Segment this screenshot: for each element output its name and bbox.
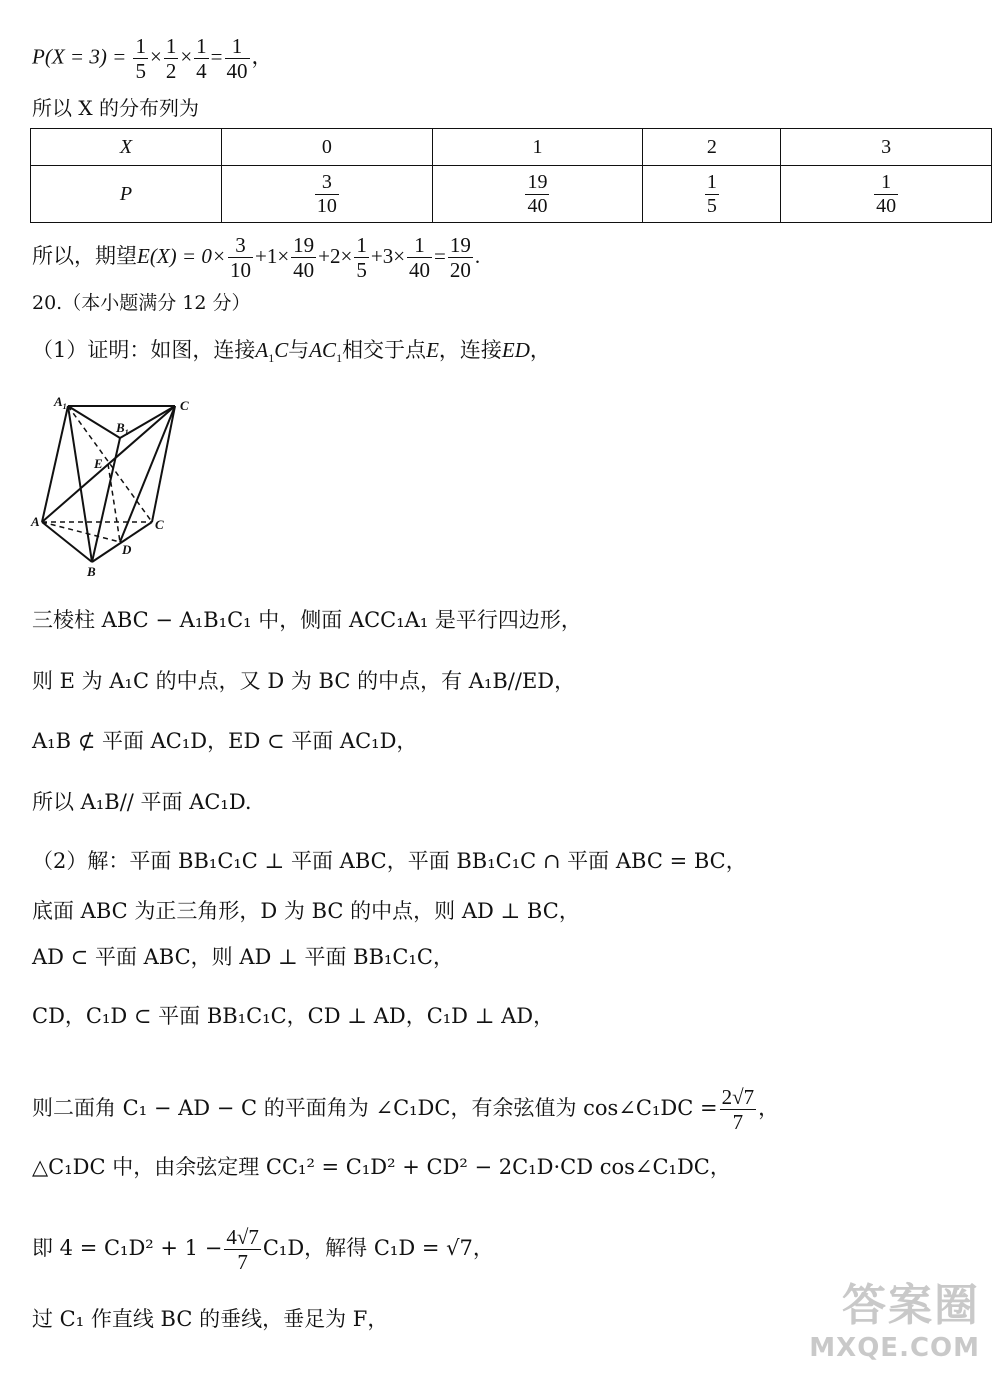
- denominator: 40: [226, 59, 248, 84]
- point-e: E: [426, 338, 439, 362]
- p3-lhs: P(X = 3) =: [32, 44, 127, 69]
- part2-line-5: [32, 1085, 779, 1134]
- numerator: 19: [449, 233, 471, 257]
- fraction: [525, 171, 549, 218]
- proof-line-1: 三棱柱 ABC − A₁B₁C₁ 中，侧面 ACC₁A₁ 是平行四边形，: [32, 608, 582, 632]
- table-header-x: X: [31, 129, 222, 166]
- punctuation: .: [474, 244, 481, 269]
- segment-ac1: $AC_1$: [309, 338, 343, 366]
- distribution-intro: 所以 X 的分布列为: [32, 96, 199, 120]
- numerator: 1: [165, 34, 177, 58]
- part1-text: （1）证明：如图，连接: [32, 338, 256, 362]
- denominator: 5: [706, 194, 717, 217]
- denominator: 2: [165, 59, 177, 84]
- prism-figure: [28, 392, 208, 582]
- operator: +1×: [254, 244, 290, 269]
- numerator: 19: [293, 233, 315, 257]
- part1-text: ，: [529, 338, 551, 362]
- part1-text: ，连接: [438, 338, 502, 362]
- denominator: 10: [229, 258, 251, 283]
- part2-line-2: 底面 ABC 为正三角形，D 为 BC 的中点，则 AD ⊥ BC，: [32, 899, 580, 923]
- numerator: 1: [706, 170, 717, 193]
- table-cell: [222, 166, 433, 223]
- equation-text: 即 4 = C₁D² + 1 −: [32, 1236, 223, 1261]
- label-c: C: [155, 517, 164, 532]
- operator: +3×: [370, 244, 406, 269]
- table-header-p: P: [31, 166, 222, 223]
- numerator: 3: [315, 171, 339, 195]
- numerator: 1: [196, 34, 207, 58]
- fraction: [448, 233, 473, 282]
- denominator: 40: [527, 194, 548, 217]
- punctuation: ，: [758, 1096, 780, 1121]
- part2-line-3: AD ⊂ 平面 ABC，则 AD ⊥ 平面 BB₁C₁C，: [32, 945, 454, 969]
- part1-text: 与: [288, 338, 310, 362]
- part1-text: 相交于点: [342, 338, 427, 362]
- part2-line-4: CD，C₁D ⊂ 平面 BB₁C₁C，CD ⊥ AD，C₁D ⊥ AD，: [32, 1004, 555, 1028]
- part2-line-7: [32, 1225, 494, 1274]
- dihedral-text: 则二面角 C₁ − AD − C 的平面角为 ∠C₁DC，有余弦值为 cos∠C₁DC =: [32, 1096, 718, 1121]
- fraction: [133, 34, 148, 83]
- fraction: [224, 1225, 261, 1274]
- denominator: 7: [732, 1110, 744, 1135]
- fraction: [194, 34, 209, 83]
- numerator: 19: [527, 170, 548, 193]
- segment-ed: ED: [501, 338, 530, 362]
- proof-line-3: A₁B ⊄ 平面 AC₁D，ED ⊂ 平面 AC₁D，: [32, 729, 418, 753]
- fraction: [164, 34, 179, 83]
- part1-intro: [32, 340, 551, 364]
- label-e: E: [94, 456, 103, 471]
- fraction: [291, 233, 316, 282]
- label-b1: $B_1$: [116, 420, 129, 437]
- table-row: [31, 129, 992, 166]
- denominator: 20: [449, 258, 471, 283]
- label-d: D: [122, 542, 132, 557]
- table-cell: [432, 166, 643, 223]
- distribution-table: [30, 128, 992, 223]
- part2-line-6: △C₁DC 中，由余弦定理 CC₁² = C₁D² + CD² − 2C₁D·CD cos∠C₁DC，: [32, 1155, 731, 1179]
- proof-line-2: 则 E 为 A₁C 的中点，又 D 为 BC 的中点，有 A₁B//ED，: [32, 669, 576, 693]
- numerator: 3: [228, 233, 253, 258]
- table-cell: 1: [432, 129, 643, 166]
- label-a: A: [31, 514, 40, 529]
- question-20-header: 20.（本小题满分 12 分）: [32, 292, 251, 314]
- numerator: 1: [874, 171, 898, 195]
- label-a1: $A_1$: [54, 394, 67, 411]
- denominator: 10: [316, 194, 337, 217]
- numerator: 4√7: [226, 1225, 259, 1249]
- table-cell: [643, 166, 781, 223]
- label-b: B: [87, 564, 96, 579]
- part2-line-1: （2）解：平面 BB₁C₁C ⊥ 平面 ABC，平面 BB₁C₁C ∩ 平面 ABC = BC，: [32, 849, 747, 873]
- denominator: 40: [293, 258, 315, 283]
- prism-solid-edges: [42, 406, 175, 562]
- numerator: 1: [356, 233, 367, 257]
- equation-text: C₁D，解得 C₁D = √7，: [262, 1236, 494, 1261]
- proof-line-4: 所以 A₁B// 平面 AC₁D.: [32, 790, 252, 814]
- fraction: [705, 171, 719, 218]
- table-cell: [781, 166, 992, 223]
- denominator: 4: [196, 59, 207, 84]
- operator: +2×: [318, 244, 353, 269]
- table-cell: 3: [781, 129, 992, 166]
- expectation-prefix: 所以，期望: [32, 244, 137, 269]
- watermark: [809, 1269, 980, 1363]
- operator: =: [434, 244, 446, 269]
- table-row: [31, 166, 992, 223]
- denominator: 7: [237, 1250, 248, 1275]
- table-cell: 0: [222, 129, 433, 166]
- fraction: [874, 171, 898, 218]
- denominator: 5: [356, 258, 367, 283]
- numerator: 1: [135, 34, 146, 58]
- part2-line-8: 过 C₁ 作直线 BC 的垂线，垂足为 F，: [32, 1307, 389, 1331]
- table-cell: 2: [643, 129, 781, 166]
- fraction: [225, 34, 250, 83]
- punctuation: ，: [251, 44, 273, 69]
- p-x3-line: P(X = 3) = $\frac{1}{5}$ × $\frac{1}{2}$ × $\frac{1}{4}$ = $\frac{1}{40}$ ，: [32, 34, 273, 84]
- expectation-line: [32, 233, 480, 282]
- numerator: 2√7: [721, 1085, 755, 1109]
- numerator: 1: [225, 34, 250, 59]
- segment-a1c: $A_1C$: [255, 338, 289, 366]
- denominator: 5: [135, 59, 146, 84]
- watermark-url: MXQE.COM: [809, 1333, 980, 1363]
- fraction: [407, 233, 432, 282]
- numerator: 1: [407, 233, 432, 258]
- fraction: [315, 171, 339, 218]
- fraction: [228, 233, 253, 282]
- denominator: 40: [409, 258, 431, 283]
- watermark-logo-text: 答案圈: [842, 1280, 980, 1331]
- expectation-term: E(X) = 0×: [137, 244, 226, 269]
- fraction: [720, 1085, 757, 1134]
- denominator: 40: [876, 194, 897, 217]
- fraction: [354, 233, 369, 282]
- label-c1: C: [180, 398, 189, 413]
